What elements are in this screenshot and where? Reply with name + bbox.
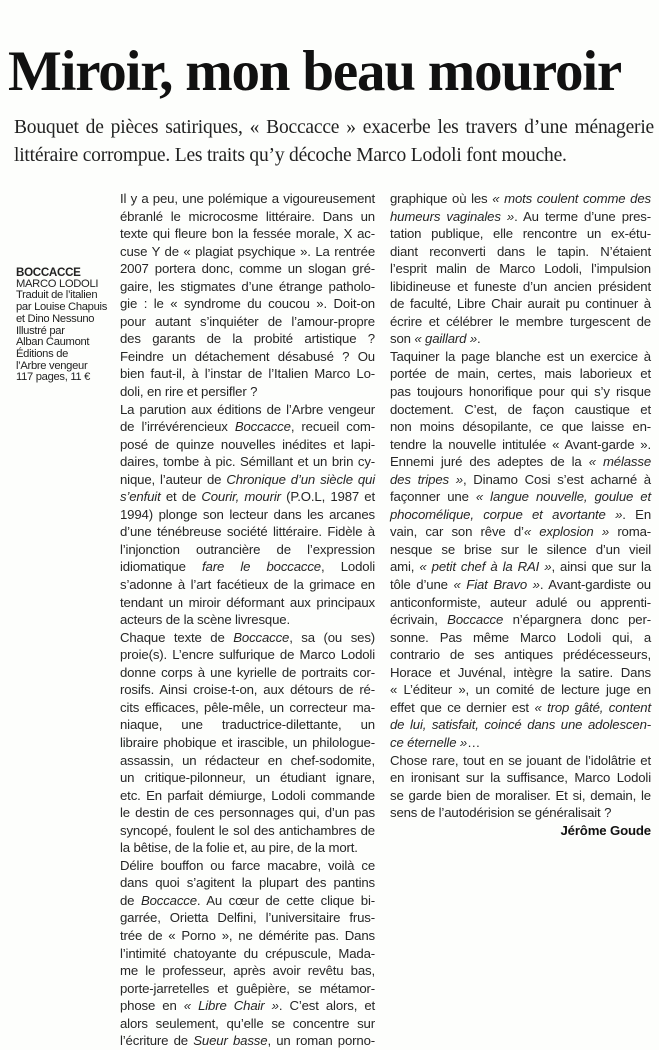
text: bien faut-il, à l’instar de l’Italien Marco Lo- xyxy=(120,366,375,382)
italic-text: « Libre Chair » xyxy=(183,998,279,1014)
text: sonne. Pas même Marco Lodoli qui, a xyxy=(390,629,651,645)
text: diant reconverti dans le tapin. N’étaient xyxy=(390,243,651,259)
text: vain, car son rêve d’ xyxy=(390,524,524,540)
text-line xyxy=(120,664,375,682)
text: rosifs. Ainsi croise-t-on, aux détours de ré- xyxy=(120,682,375,698)
text: tendre la nouvelle intitulée « Avant-garde ». xyxy=(390,436,651,452)
text: de faculté, Libre Chair aurait pu continuer à xyxy=(390,296,651,312)
text: ami, xyxy=(390,559,420,575)
text: dans quoi s’agitent la plupart des pantins xyxy=(120,875,375,891)
text: garrée, Orietta Delfini, l’universitaire frus- xyxy=(120,910,375,926)
text-line xyxy=(120,857,375,875)
text: me le professeur, après avoir revêtu bas, xyxy=(120,963,375,979)
text-line xyxy=(390,418,651,436)
text-line xyxy=(390,523,651,541)
text-line xyxy=(390,295,651,313)
text: Il y a peu, une polémique a vigoureusement xyxy=(120,191,375,206)
text-line xyxy=(120,839,375,857)
lede-line: Bouquet de pièces satiriques, « Boccacce » exacerbe les travers d’une ménagerie xyxy=(14,117,654,138)
text-line xyxy=(390,664,651,682)
italic-text: s’enfuit xyxy=(120,489,161,505)
book-info-line: Illustré par xyxy=(16,324,65,337)
text-line xyxy=(120,436,375,454)
text: , ainsi que sur la xyxy=(551,559,652,575)
text: l’esprit malin de Marco Lodoli, l’impulsion xyxy=(390,261,651,277)
text-line xyxy=(390,716,651,734)
text: trée de « Porno », ne démérite pas. Dans xyxy=(120,927,375,943)
italic-text: Boccacce xyxy=(233,629,290,645)
text-line xyxy=(120,962,375,980)
text-line xyxy=(120,558,375,576)
text: posé de quinze nouvelles inédites et lapi- xyxy=(120,436,375,452)
book-price-pages: 117 pages, 11 € xyxy=(16,371,91,384)
text: porte-jarretelles et guêpière, se métamor- xyxy=(120,980,375,996)
text-line xyxy=(120,225,375,243)
text: , sa (ou ses) xyxy=(289,629,376,645)
book-author: MARCO LODOLI xyxy=(16,277,99,290)
text: . En xyxy=(622,506,652,522)
text: cits efficaces, pêle-mêle, un correcteur ma- xyxy=(120,699,375,715)
text: niaque, une traductrice-dilettante, un xyxy=(120,717,375,733)
text: … xyxy=(467,734,481,750)
article-title: Miroir, mon beau mouroir xyxy=(8,40,621,104)
text: ébranlé le microcosme littéraire. Dans un xyxy=(120,208,375,224)
book-info-line: et Dino Nessuno xyxy=(16,312,95,325)
text-line xyxy=(120,646,375,664)
text: Chaque texte de xyxy=(120,629,234,645)
text-line xyxy=(120,313,375,331)
text-line xyxy=(120,892,375,910)
text: doli, en rire et persifler ? xyxy=(120,384,258,400)
lede-line: littéraire corrompue. Les traits qu’y décoche Marco Lodoli font mouche. xyxy=(14,145,567,166)
text: phose en xyxy=(120,998,184,1014)
text: gaire, les stigmates d’une étrange patholo- xyxy=(120,278,375,294)
book-info-line: Éditions de xyxy=(16,347,69,360)
text-line xyxy=(390,681,651,699)
text: libidineuse et funeste d’un ancien président xyxy=(390,278,651,294)
text-line xyxy=(120,190,375,208)
text-line xyxy=(390,699,651,717)
text-line xyxy=(120,260,375,278)
italic-text: « mots coulent comme des xyxy=(492,191,651,206)
text: la bêtise, de la folie et, au pire, de la mort. xyxy=(120,840,358,856)
italic-text: Boccacce xyxy=(140,892,197,908)
italic-text: « gaillard » xyxy=(414,331,478,347)
italic-text: ce éternelle » xyxy=(390,734,468,750)
text: portée de main, certes, mais laborieux et xyxy=(390,366,651,382)
text: effet que ce dernier est xyxy=(390,699,535,715)
text-line xyxy=(390,243,651,261)
text: cuse Y de « plagiat psychique ». La rentrée xyxy=(120,243,375,259)
text-line xyxy=(390,365,651,383)
italic-text: « trop gâté, content xyxy=(534,699,651,715)
text-line xyxy=(390,383,651,401)
text: gie : le « syndrome du coucou ». Doit-on xyxy=(120,296,375,312)
text-line xyxy=(120,629,375,647)
text: se garde bien de moraliser. Et si, demain, le xyxy=(390,787,651,803)
text: écrivain, xyxy=(390,612,448,628)
text: . C’est alors, et xyxy=(278,998,376,1014)
text-line xyxy=(390,208,651,226)
text-line xyxy=(120,348,375,366)
text-line xyxy=(120,822,375,840)
text: proie(s). L’encre sulfurique de Marco Lodoli xyxy=(120,647,375,663)
text: n’épargnera donc per- xyxy=(503,612,651,628)
text-line xyxy=(120,576,375,594)
text: . xyxy=(477,331,481,347)
text-line xyxy=(120,681,375,699)
text: d’une ténébreuse société littéraire. Fidèle à xyxy=(120,524,375,540)
text-line xyxy=(120,611,375,629)
text-line xyxy=(120,541,375,559)
text-line xyxy=(120,243,375,261)
text-line xyxy=(120,1015,375,1033)
text: s’adonne à l’art facétieux de la grimace en xyxy=(120,577,375,593)
text-line xyxy=(120,980,375,998)
text: nesque se brise sur le silence d’un vieil xyxy=(390,541,651,557)
text-line xyxy=(390,278,651,296)
text-line xyxy=(390,558,651,576)
text: l’injonction outrancière de l’expression xyxy=(120,541,375,557)
text: un critique-pilonneur, un étudiant ignare, xyxy=(120,770,375,786)
text: idiomatique xyxy=(120,559,202,575)
italic-text: « mélasse xyxy=(588,454,652,470)
text-line xyxy=(390,401,651,419)
text-line xyxy=(120,1032,375,1050)
italic-text: « Fiat Bravo » xyxy=(453,577,540,593)
text: daires, tombe à pic. Sémillant et un brin cy- xyxy=(120,454,375,470)
text-line xyxy=(120,278,375,296)
article-column-2 xyxy=(390,190,651,839)
italic-text: « langue nouvelle, goulue et xyxy=(475,489,651,505)
text: sens de l’autodérision se généralisait ? xyxy=(390,805,612,821)
text: donne corps à une kyrielle de portraits cor- xyxy=(120,664,375,680)
text-line xyxy=(120,734,375,752)
text: Chose rare, tout en se jouant de l’idolâtrie et xyxy=(390,752,651,768)
text: Ennemi juré des adeptes de la xyxy=(390,454,589,470)
text-line xyxy=(390,804,651,822)
author-signature: Jérôme Goude xyxy=(560,822,651,838)
text: libraire phobique et irascible, un philologue- xyxy=(120,734,375,750)
text-line xyxy=(390,629,651,647)
text: non moins désopilante, ce que laisse en- xyxy=(390,419,651,435)
text: . Au cœur de cette clique bi- xyxy=(196,892,375,908)
italic-text: Courir, mourir xyxy=(201,489,281,505)
text-line xyxy=(120,699,375,717)
text-line xyxy=(390,576,651,594)
text: de xyxy=(120,892,141,908)
italic-text: fare le boccacce xyxy=(202,559,321,575)
text: doctement. C’est, de façon caustique et xyxy=(390,401,651,417)
text-line xyxy=(120,769,375,787)
text-line xyxy=(120,909,375,927)
text: syncopé, foulent le sol des antichambres de xyxy=(120,822,375,838)
text: de l’irrévérencieux xyxy=(120,419,235,435)
text: , recueil com- xyxy=(290,419,375,435)
text: tendant un miroir déformant aux principaux xyxy=(120,594,375,610)
text: graphique où les xyxy=(390,191,493,206)
article-column-1 xyxy=(120,190,375,1050)
text: etc. En parfait démiurge, Lodoli commande xyxy=(120,787,375,803)
text: pas toujours honorifique pour qui s’y risque xyxy=(390,384,651,400)
text-line xyxy=(390,611,651,629)
text-line xyxy=(120,365,375,383)
text: nique, l’auteur de xyxy=(120,471,227,487)
text-line xyxy=(390,348,651,366)
text: , Lodoli xyxy=(321,559,376,575)
text-line xyxy=(390,506,651,524)
text: 2007 portera donc, comme un slogan gré- xyxy=(120,261,375,277)
text-line xyxy=(390,330,651,348)
italic-text: « petit chef à la RAI » xyxy=(419,559,552,575)
text: l’intimité chatoyante du crépuscule, Mada- xyxy=(120,945,375,961)
text-line xyxy=(120,997,375,1015)
text: « L’éditeur », un comité de lecture juge en xyxy=(390,682,651,698)
text: La parution aux éditions de l’Arbre vengeur xyxy=(120,401,375,417)
text-line xyxy=(120,295,375,313)
text-line xyxy=(120,787,375,805)
text: Taquiner la page blanche est un exercice à xyxy=(390,348,651,364)
text: contrario de ses antiques prédécesseurs, xyxy=(390,647,651,663)
text-line xyxy=(390,541,651,559)
text: en ironisant sur la suffisance, Marco Lodoli xyxy=(390,770,651,786)
text: l’écriture de xyxy=(120,1033,194,1049)
italic-text: Boccacce xyxy=(447,612,504,628)
text-line xyxy=(390,488,651,506)
text-line xyxy=(120,716,375,734)
text: tôle d’une xyxy=(390,577,454,593)
text-line xyxy=(120,330,375,348)
text: roma- xyxy=(609,524,651,540)
text: (P.O.L, 1987 et xyxy=(280,489,376,505)
book-info-line: l’Arbre vengeur xyxy=(16,359,88,372)
text: . Avant-gardiste ou xyxy=(539,577,651,593)
text: le destin de ces personnages qui, d’un pas xyxy=(120,805,375,821)
text-line xyxy=(120,804,375,822)
text: alors seulement, qu’elle se concentre sur xyxy=(120,1015,375,1031)
text-line xyxy=(120,488,375,506)
text-line xyxy=(390,471,651,489)
text: , Dinamo Cosi s’est acharné à xyxy=(462,471,651,487)
text-line xyxy=(390,646,651,664)
text-line xyxy=(390,313,651,331)
text: Délire bouffon ou farce macabre, voilà ce xyxy=(120,857,375,873)
text: Horace et Juvénal, intègre la satire. Dans xyxy=(390,664,651,680)
text: tation publique, elle rencontre un ex-étu- xyxy=(390,226,651,242)
text-line xyxy=(120,401,375,419)
text: acteurs de la scène livresque. xyxy=(120,612,290,628)
book-info-line: par Louise Chapuis xyxy=(16,301,107,314)
text: son xyxy=(390,331,415,347)
text-line xyxy=(390,769,651,787)
book-title: BOCCACCE xyxy=(16,266,81,279)
text: assassin, un rédacteur en chef-sodomite, xyxy=(120,752,375,768)
text: , un roman porno- xyxy=(267,1033,376,1049)
text-line xyxy=(120,752,375,770)
text-line xyxy=(390,225,651,243)
text-line xyxy=(120,418,375,436)
text: façonner une xyxy=(390,489,476,505)
text: écrire et célébrer le membre turgescent de xyxy=(390,313,651,329)
text-line xyxy=(120,927,375,945)
text: Feindre un détachement désabusé ? Ou xyxy=(120,348,375,364)
italic-text: « explosion » xyxy=(523,524,610,540)
italic-text: Boccacce xyxy=(234,419,291,435)
text-line xyxy=(120,945,375,963)
text: 1994) plonge son lecteur dans les arcanes xyxy=(120,506,375,522)
text-line xyxy=(390,734,651,752)
text: anticonformiste, auteur adulé ou apprenti- xyxy=(390,594,651,610)
text: . Au terme d’une pres- xyxy=(514,208,651,224)
text: des garants de la probité artistique ? xyxy=(120,331,375,347)
book-info-sidebar xyxy=(16,267,116,384)
text-line xyxy=(120,383,375,401)
book-info-line: Alban Caumont xyxy=(16,336,90,349)
text-line xyxy=(120,453,375,471)
text-line xyxy=(120,594,375,612)
text-line xyxy=(120,208,375,226)
text: pour autant s’inquiéter de l’amour-propre xyxy=(120,313,375,329)
text-line xyxy=(120,523,375,541)
text-line xyxy=(390,453,651,471)
text-line xyxy=(390,436,651,454)
italic-text: humeurs vaginales » xyxy=(390,208,515,224)
italic-text: Sueur basse xyxy=(193,1033,268,1049)
italic-text: Chronique d’un siècle qui xyxy=(226,471,375,487)
text-line xyxy=(120,874,375,892)
text-line xyxy=(390,787,651,805)
text-line xyxy=(390,752,651,770)
text-line xyxy=(120,471,375,489)
italic-text: phocomélique, corpue et avortante » xyxy=(390,506,623,522)
text-line xyxy=(390,260,651,278)
text-line xyxy=(390,594,651,612)
text: et de xyxy=(160,489,202,505)
italic-text: des tripes » xyxy=(390,471,463,487)
italic-text: de lui, satisfait, coincé dans une adolescen- xyxy=(390,717,651,733)
text: texte qui fleure bon la fessée morale, X ac- xyxy=(120,226,375,242)
text-line xyxy=(390,190,651,208)
text-line xyxy=(120,506,375,524)
book-info-line: Traduit de l’italien xyxy=(16,289,98,302)
article-lede xyxy=(14,114,654,170)
